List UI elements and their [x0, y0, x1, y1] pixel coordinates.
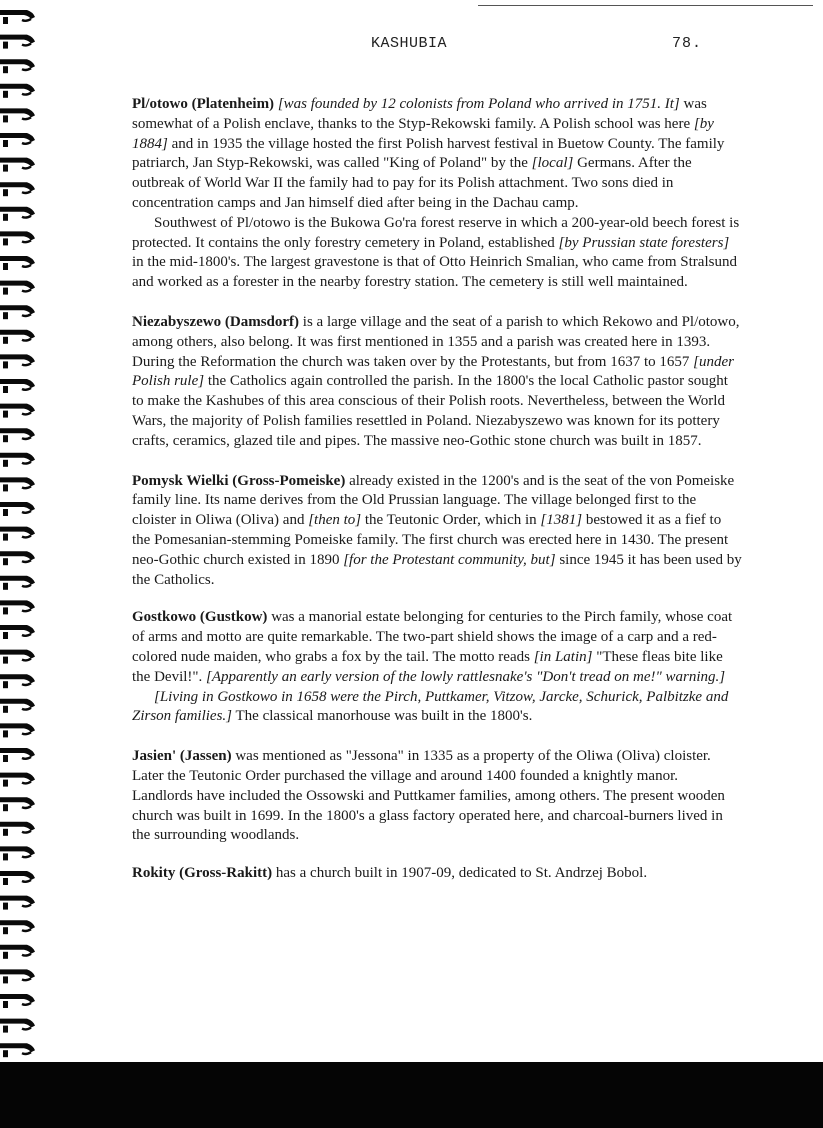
spiral-binding [0, 0, 40, 1062]
running-title: KASHUBIA [371, 35, 448, 52]
body-text: Germans. After the outbreak of World War II the family had to pay for its Polish attachment. Two sons died in concentration camps and Jan himself died after being in the Dachau camp. [132, 155, 692, 211]
translator-note: [for the Protestant community, but] [343, 551, 556, 568]
entry-rokity [132, 864, 742, 884]
body-text: in the mid-1800's. The largest gravestone is that of Otto Heinrich Smalian, who came from Stralsund and worked as a forester in the nearby forestry station. The cemetery is still well maintained. [132, 254, 737, 291]
binding-coil [0, 527, 35, 541]
page-number: 78. [672, 35, 703, 52]
entry-pomysk-wielki [132, 472, 742, 591]
body-text: is a large village and the seat of a parish to which Rekowo and Pl/otowo, among others, also belong. It was first mentioned in 1355 and a parish was created here in 1393. During the Reformation the church was taken over by the Protestants, but from 1637 to 1657 [132, 313, 740, 370]
scan-border-bottom [0, 1062, 823, 1128]
translator-note: [Apparently an early version of the lowly rattlesnake's "Don't tread on me!" warning.] [206, 668, 726, 685]
translator-note: [by Prussian state foresters] [558, 234, 730, 251]
body-text: The classical manorhouse was built in the 1800's. [232, 708, 533, 725]
body-text: since 1945 it has been used by the Catholics. [132, 551, 742, 588]
running-header [0, 32, 823, 52]
translator-note: [then to] [308, 512, 362, 529]
binding-coil [0, 84, 35, 98]
binding-coil [0, 108, 35, 122]
body-text: the Catholics again controlled the parish. In the 1800's the local Catholic pastor sought to make the Kashubes of this area conscious of their Polish roots. Nevertheless, between the World Wars, the majority of Polish families resettled in Poland. Niezabyszewo was known for its pottery crafts, ceramics, glazed tile and pipes. The massive neo-Gothic stone church was built in 1857. [132, 373, 728, 449]
paragraph [132, 688, 742, 728]
place-name: Pomysk Wielki (Gross-Pomeiske) [132, 472, 346, 489]
translator-note: [Living in Gostkowo in 1658 were the Pirch, Puttkamer, Vitzow, Jarcke, Schurick, Palbitzke and Zirson families.] [132, 688, 729, 725]
binding-coil [0, 281, 35, 295]
binding-coil [0, 502, 35, 516]
binding-coil [0, 256, 35, 270]
binding-coil [0, 600, 35, 614]
top-rule [478, 5, 813, 6]
binding-coil [0, 379, 35, 393]
body-text: was somewhat of a Polish enclave, thanks to the Styp-Rekowski family. A Polish school was here [132, 96, 707, 132]
binding-coil [0, 871, 35, 885]
binding-coil [0, 551, 35, 565]
binding-coil [0, 797, 35, 811]
entry-gostkowo [132, 608, 742, 727]
page-body [132, 95, 742, 902]
entry-jasien [132, 747, 742, 846]
translator-note: [local] [531, 155, 574, 172]
binding-coil [0, 674, 35, 688]
translator-note: [under Polish rule] [132, 353, 734, 390]
binding-coil [0, 773, 35, 787]
body-text: Southwest of Pl/otowo is the Bukowa Go'ra forest reserve in which a 200-year-old beech forest is protected. It contains the only forestry cemetery in Poland, established [132, 214, 740, 251]
binding-coil [0, 305, 35, 319]
binding-coil [0, 207, 35, 221]
binding-coil [0, 133, 35, 147]
entry-plotowo [132, 95, 742, 293]
binding-coil [0, 10, 35, 24]
binding-coil [0, 896, 35, 910]
place-name: Rokity (Gross-Rakitt) [132, 865, 273, 882]
binding-coil [0, 453, 35, 467]
body-text: bestowed it as a fief to the Pomesanian-stemming Pomeiske family. The first church was erected here in 1430. The present neo-Gothic church existed in 1890 [132, 512, 729, 568]
paragraph [132, 214, 742, 293]
translator-note: [was founded by 12 colonists from Poland who arrived in 1751. It] [277, 96, 680, 112]
paragraph [132, 313, 742, 452]
binding-coil [0, 158, 35, 172]
binding-coil [0, 625, 35, 639]
binding-coil [0, 969, 35, 983]
binding-coil [0, 1019, 35, 1033]
entry-niezabyszewo [132, 313, 742, 452]
paragraph [132, 864, 742, 884]
body-text: was mentioned as "Jessona" in 1335 as a property of the Oliwa (Oliva) cloister. Later the Teutonic Order purchased the village and around 1400 founded a knightly manor. Landlords have included the Ossowski and Puttkamer families, among others. The present wooden church was built in 1699. In the 1800's a glass factory operated here, and charcoal-burners lived in the surrounding woodlands. [132, 748, 725, 844]
body-text: the Teutonic Order, which in [361, 512, 541, 529]
place-name: Jasien' (Jassen) [132, 748, 232, 765]
body-text: "These fleas bite like the Devil!". [132, 648, 723, 685]
binding-coil [0, 920, 35, 934]
paragraph [132, 608, 742, 687]
body-text: was a manorial estate belonging for centuries to the Pirch family, whose coat of arms and motto are quite remarkable. The two-part shield shows the image of a carp and a red-colored nude maiden, who grabs a fox by the tail. The motto reads [132, 609, 733, 665]
place-name: Gostkowo (Gustkow) [132, 609, 268, 626]
place-name: Pl/otowo (Platenheim) [132, 96, 275, 112]
binding-coil [0, 477, 35, 491]
binding-coil [0, 650, 35, 664]
binding-coil [0, 1043, 35, 1057]
binding-coil [0, 428, 35, 442]
translator-note: [by 1884] [132, 115, 714, 152]
binding-coil [0, 231, 35, 245]
translator-note: [1381] [540, 512, 583, 529]
binding-coil [0, 822, 35, 836]
binding-coil [0, 994, 35, 1008]
translator-note: [in Latin] [533, 648, 593, 665]
binding-coil [0, 699, 35, 713]
place-name: Niezabyszewo (Damsdorf) [132, 313, 300, 330]
body-text: already existed in the 1200's and is the seat of the von Pomeiske family line. Its name derives from the Old Prussian language. The village belonged first to the cloister in Oliwa (Oliva) and [132, 472, 735, 529]
binding-coil [0, 330, 35, 344]
body-text: has a church built in 1907-09, dedicated to St. Andrzej Bobol. [272, 865, 648, 882]
binding-coil [0, 404, 35, 418]
paragraph [132, 472, 742, 591]
body-text: and in 1935 the village hosted the first Polish harvest festival in Buetow County. The family patriarch, Jan Styp-Rekowski, was called "King of Poland" by the [132, 135, 725, 172]
binding-coil [0, 59, 35, 73]
binding-coil [0, 723, 35, 737]
paragraph [132, 747, 742, 846]
binding-coil [0, 576, 35, 590]
binding-coil [0, 945, 35, 959]
binding-coil [0, 354, 35, 368]
binding-coil [0, 182, 35, 196]
binding-coil [0, 846, 35, 860]
binding-coil [0, 748, 35, 762]
paragraph [132, 95, 742, 214]
